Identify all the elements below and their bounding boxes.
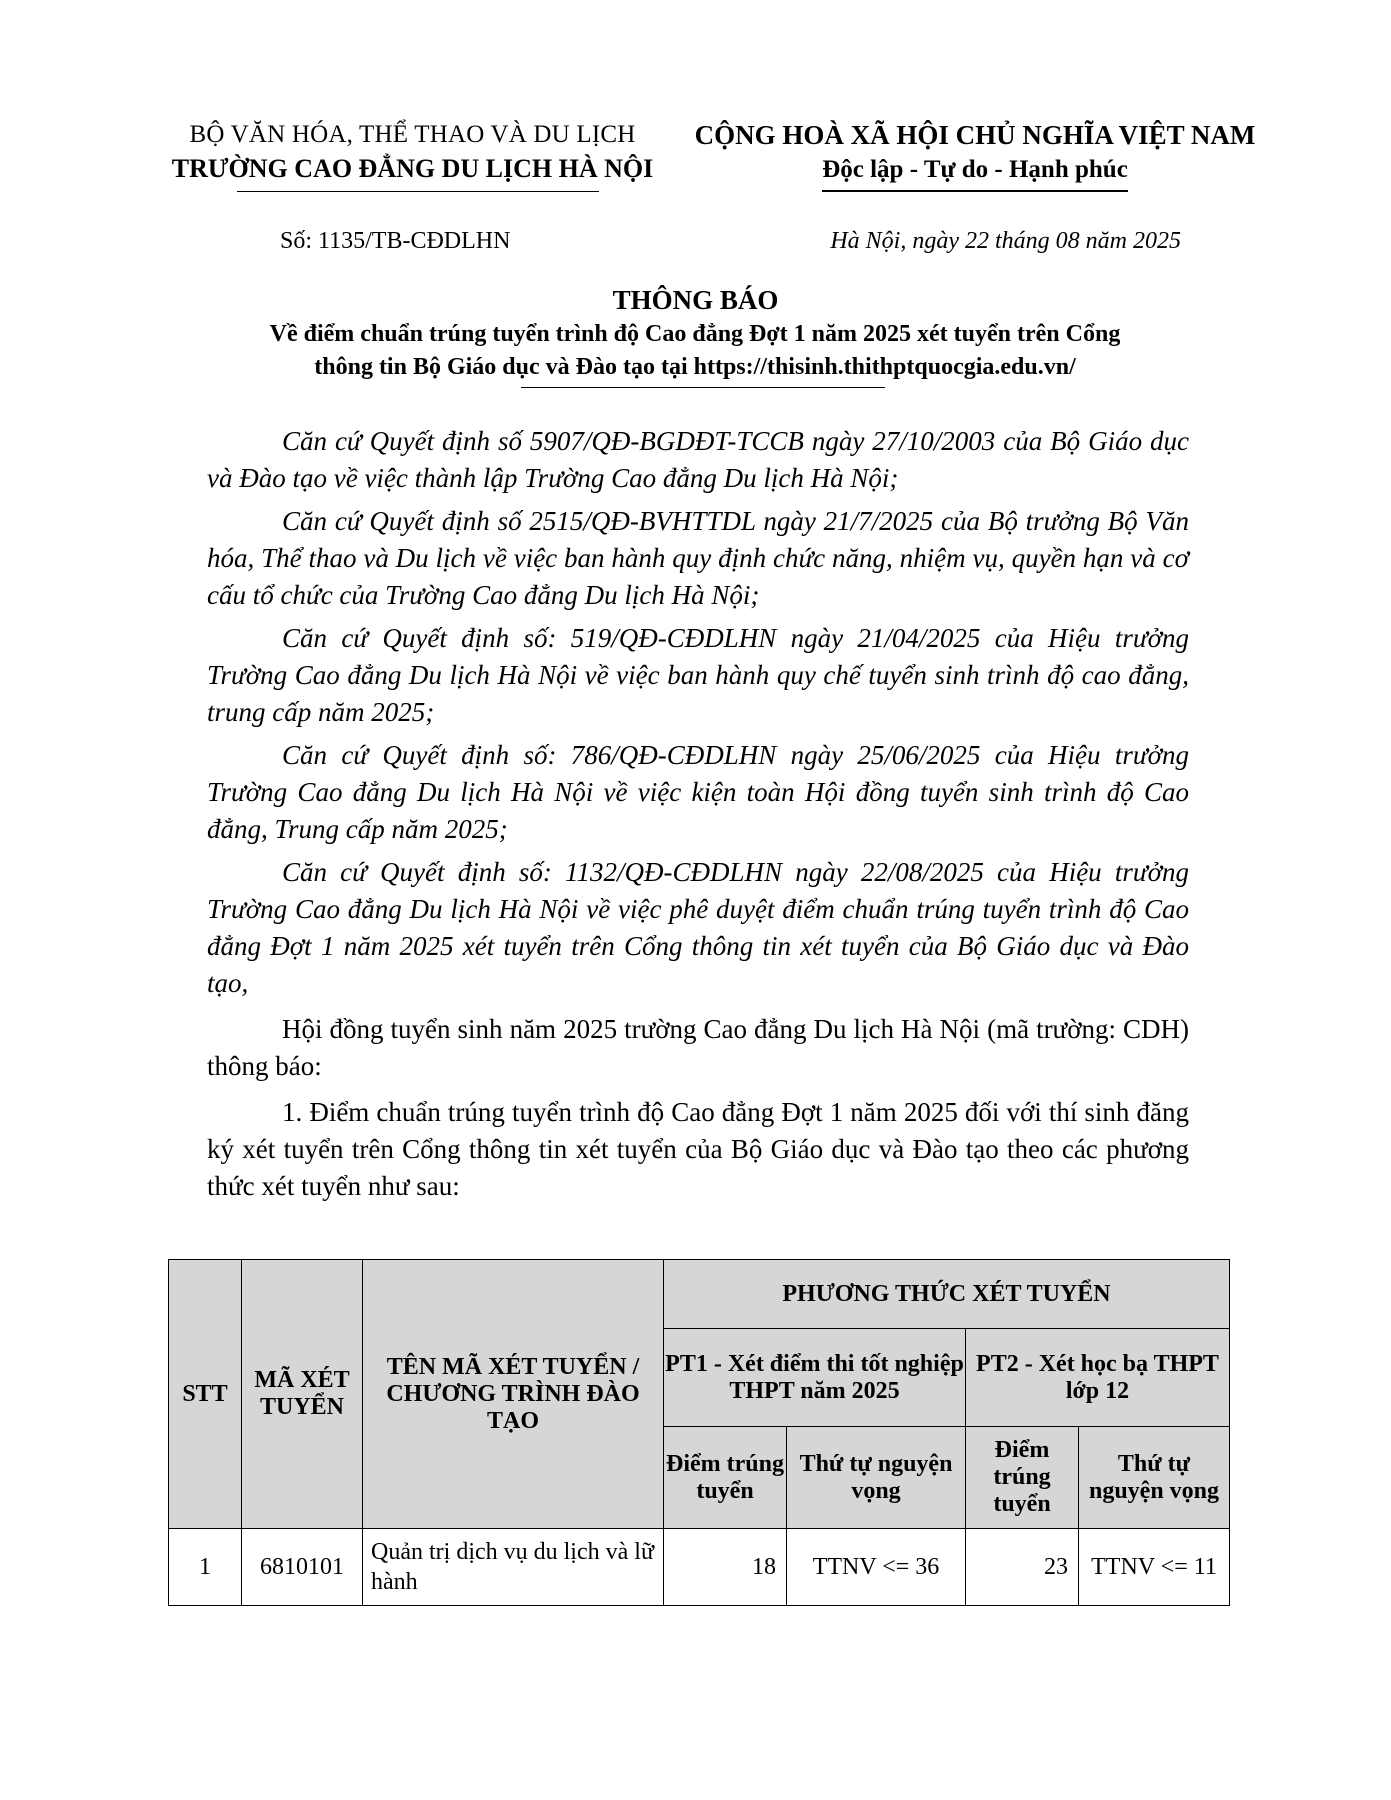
document-body: [207, 423, 1189, 1211]
subtitle-line: thông tin Bộ Giáo dục và Đào tạo tại https://thisinh.thithptquocgia.edu.vn/: [314, 354, 1076, 380]
header-pt2-diem: Điểm trúng tuyển: [966, 1427, 1079, 1529]
document-subtitle: [200, 318, 1190, 384]
legal-basis-paragraph: Căn cứ Quyết định số: 519/QĐ-CĐDLHN ngày 21/04/2025 của Hiệu trưởng Trường Cao đẳng Du lịch Hà Nội về việc ban hành quy chế tuyển sinh trình độ cao đẳng, trung cấp năm 2025;: [207, 623, 1189, 727]
issuer-block: [150, 118, 675, 186]
issuer-underline: [237, 191, 599, 192]
cell-pt1-diem: 18: [664, 1529, 787, 1606]
cell-pt1-ttnv: TTNV <= 36: [787, 1529, 966, 1606]
header-ma-xet-tuyen: MÃ XÉT TUYỂN: [242, 1260, 363, 1529]
table-row: [169, 1529, 1230, 1606]
document-number: Số: 1135/TB-CĐDLHN: [280, 228, 511, 254]
document-title: THÔNG BÁO: [612, 285, 779, 315]
legal-basis-paragraph: Căn cứ Quyết định số 2515/QĐ-BVHTTDL ngày 21/7/2025 của Bộ trưởng Bộ Văn hóa, Thể thao và Du lịch về việc ban hành quy định chức năng, nhiệm vụ, quyền hạn và cơ cấu tổ chức của Trường Cao đẳng Du lịch Hà Nội;: [207, 506, 1189, 610]
republic-name: CỘNG HOÀ XÃ HỘI CHỦ NGHĨA VIỆT NAM: [694, 120, 1256, 150]
admission-score-table: [168, 1259, 1230, 1606]
header-pt1-thu-tu: Thứ tự nguyện vọng: [787, 1427, 966, 1529]
legal-basis-paragraph: Căn cứ Quyết định số: 786/QĐ-CĐDLHN ngày 25/06/2025 của Hiệu trưởng Trường Cao đẳng Du lịch Hà Nội về việc kiện toàn Hội đồng tuyển sinh trình độ Cao đẳng, Trung cấp năm 2025;: [207, 740, 1189, 844]
ministry-name: BỘ VĂN HÓA, THỂ THAO VÀ DU LỊCH: [189, 121, 636, 148]
legal-basis-paragraph: Căn cứ Quyết định số 5907/QĐ-BGDĐT-TCCB ngày 27/10/2003 của Bộ Giáo dục và Đào tạo về việc thành lập Trường Cao đẳng Du lịch Hà Nội;: [207, 426, 1189, 493]
cell-ma: 6810101: [242, 1529, 363, 1606]
subtitle-line: Về điểm chuẩn trúng tuyển trình độ Cao đẳng Đợt 1 năm 2025 xét tuyển trên Cổng: [269, 321, 1121, 347]
header-stt: STT: [169, 1260, 242, 1529]
cell-stt: 1: [169, 1529, 242, 1606]
header-ten-chuong-trinh: TÊN MÃ XÉT TUYỂN / CHƯƠNG TRÌNH ĐÀO TẠO: [363, 1260, 664, 1529]
title-underline: [521, 387, 885, 388]
school-name: TRƯỜNG CAO ĐẲNG DU LỊCH HÀ NỘI: [171, 154, 654, 183]
cell-ten: Quản trị dịch vụ du lịch và lữ hành: [363, 1529, 664, 1606]
header-pt1: PT1 - Xét điểm thi tốt nghiệp THPT năm 2025: [664, 1329, 966, 1427]
header-pt2: PT2 - Xét học bạ THPT lớp 12: [966, 1329, 1230, 1427]
national-header: [690, 118, 1260, 192]
announcement-paragraph: Hội đồng tuyển sinh năm 2025 trường Cao đẳng Du lịch Hà Nội (mã trường: CDH) thông báo:: [207, 1014, 1189, 1081]
legal-basis-paragraph: Căn cứ Quyết định số: 1132/QĐ-CĐDLHN ngày 22/08/2025 của Hiệu trưởng Trường Cao đẳng Du lịch Hà Nội về việc phê duyệt điểm chuẩn trúng tuyển trình độ Cao đẳng Đợt 1 năm 2025 xét tuyển trên Cổng thông tin xét tuyển của Bộ Giáo dục và Đào tạo,: [207, 857, 1189, 998]
national-motto: Độc lập - Tự do - Hạnh phúc: [822, 152, 1128, 192]
header-phuong-thuc: PHƯƠNG THỨC XÉT TUYỂN: [664, 1260, 1230, 1329]
item-paragraph: 1. Điểm chuẩn trúng tuyển trình độ Cao đẳng Đợt 1 năm 2025 đối với thí sinh đăng ký xét tuyển trên Cổng thông tin xét tuyển của Bộ Giáo dục và Đào tạo theo các phương thức xét tuyển như sau:: [207, 1097, 1189, 1201]
cell-pt2-diem: 23: [966, 1529, 1079, 1606]
header-pt2-thu-tu: Thứ tự nguyện vọng: [1079, 1427, 1230, 1529]
place-date: Hà Nội, ngày 22 tháng 08 năm 2025: [830, 228, 1181, 254]
table-header-row: [169, 1260, 1230, 1329]
header-pt1-diem: Điểm trúng tuyển: [664, 1427, 787, 1529]
cell-pt2-ttnv: TTNV <= 11: [1079, 1529, 1230, 1606]
